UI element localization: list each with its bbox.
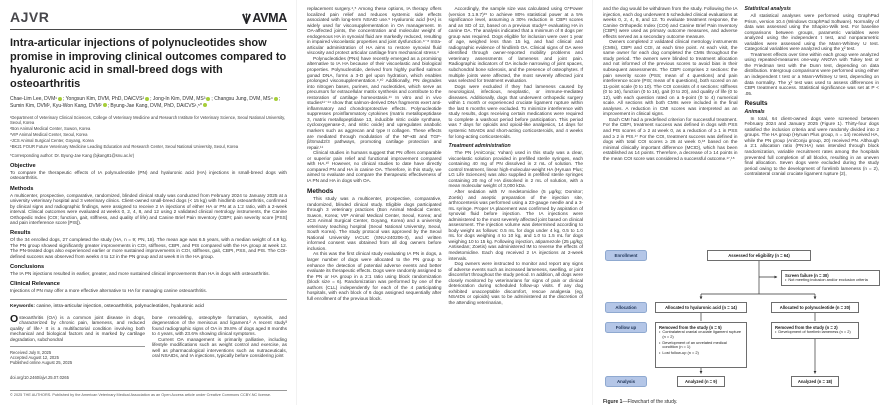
- abstract-relevance-text: Injections of PN may offer a more effective alternative to HA for managing canine osteoarthritis.: [10, 288, 208, 294]
- page3-column-2: [745, 6, 880, 240]
- page2-columns: [307, 6, 583, 305]
- author: ; Yongsun Kim, DVM, PhD, DAiCVS²: [62, 96, 145, 102]
- eligibility-box: Assessed for eligibility (n = 64): [707, 250, 811, 261]
- allocated-pn-box: Allocated to polynucleotide (n = 20): [771, 302, 859, 313]
- keywords-line: [10, 304, 287, 310]
- drop-cap: O: [10, 312, 19, 325]
- avma-logo: [242, 11, 287, 25]
- affiliation: ⁴JCS Animal Surgical Center, Goyang, Korea: [10, 137, 94, 143]
- methods-section-heading: Methods: [307, 187, 334, 195]
- results-section-heading: Results: [744, 100, 768, 108]
- body-paragraph: Owners completed 2 validated clinical metrology instruments (CMIs), CBPI and COI, at each time point. At each visit, the same owner for each dog completed the CMIs throughout the study period. The owners were blinded to treatment allocation and not informed of the previous scores to avoid bias in their subsequent assessments. The CBPI comprises 2 sections: the pain severity score (PSS; mean of 4 questions) and pain interference score (PIS; mean of 6 questions), both scored on an 11-point scale (0 to 10). The COI consists of 4 sections: stiffness (0 to 16), function (0 to 16), gait (0 to 20), and quality of life (0 to 12), with each question rated on a 5-point (0 to 4) numerical scale. All sections with both CMIs were included in the final analyses. A reduction in CMI scores was interpreted as an improvement in clinical signs.: [603, 39, 738, 117]
- treatment-subheading: Treatment administration: [448, 143, 511, 150]
- page-2: [296, 0, 592, 405]
- affiliation: ⁵BK21 FOUR Future Veterinary Medicine Leading Education and Research Center, Seoul National University, Seoul, Korea: [10, 143, 239, 149]
- body-paragraph: Dogs were excluded if they had lameness caused by neurological, infectious, neoplastic, or immune-mediated diseases. Additionally, dogs that underwent orthopedic surgery within 1 month or experienced cruciate ligament rupture within the last 6 months were excluded. To minimize interference with study results, dogs receiving certain medications were required to complete a washout period before participation. This period was 7 days for opioids and opioid-like analgesics, 14 days for systemic NSAIDs and short-acting corticosteroids, and 4 weeks for long-acting corticosteroids.: [448, 83, 583, 139]
- abstract-conclusions-text: The IA PN injections resulted in earlier, greater, and more sustained clinical improvements than HA in dogs with osteoarthritis.: [10, 271, 270, 276]
- body-paragraph: The PN (AniConju; Yuhan) used in this study was a clear, viscoelastic solution provided in prefilled sterile syringes, each containing 40 mg of PN dissolved in 2 mL of solution. The control treatment, linear high-molecular-weight HA (Hyruan Plus; LG Life Sciences) was also supplied in prefilled sterile syringes containing 20 mg of HA dissolved in 2 mL of solution, with a mean molecular weight of 3,000 kDa.: [448, 150, 583, 189]
- removed-pn-box: [771, 322, 859, 339]
- author: ; Byung-Jae Kang, DVM, PhD, DAiCVS¹,⁵*: [107, 102, 202, 109]
- doi-link[interactable]: doi.org/10.2460/ajvr.25.07.0265: [10, 374, 69, 380]
- page1-column-1: [10, 312, 145, 384]
- published-date: Published online August 25, 2025: [10, 360, 73, 366]
- body-paragraph: Treatment effects over time within each group were analyzed using repeated-measures one-way ANOVA with Tukey test or the Friedman test with the Dunn test, depending on data distribution. Intergroup comparisons were performed using either an independent t test or a Mann-Whitney U test, depending on data normality. The χ² test was used to assess differences in CBPI treatment success. Statistical significance was set at P < .05.: [744, 51, 879, 96]
- body-paragraph: Osteoarthritis (OA) is a common joint disease in dogs, characterized by chronic pain, lameness, and reduced quality of life.¹ It is a multifactorial condition involving both mechanical and biological factors and is marked by cartilage degradation, subchondral: [10, 312, 145, 342]
- orcid-icon[interactable]: [145, 97, 149, 101]
- affiliation: ¹Department of Veterinary Clinical Sciences, College of Veterinary Medicine and Research Institute for Veterinary Science, Seoul National University, Seoul, Korea: [10, 114, 286, 125]
- body-paragraph: Accordingly, the sample size was calculated using G*Power (version 3.1.9.7)¹⁵ to achieve 80% statistical power at a 5% significance level, assuming a 30% reduction in CBPI scores and an SD of 12, based on a previous study¹⁶ evaluating HA in canine OA. The analysis indicated that a minimum of 8 dogs per group was required. Dogs eligible for inclusion were over 1 year of age, weighed less than 15 kg, and had clinical and radiographic evidence of hindlimb OA. Clinical signs of OA were identified through owner-reported mobility problems and veterinary assessments of lameness and joint pain. Radiographic indicators of OA include narrowing of joint spaces, subchondral bone sclerosis, and the presence of osteophytes. If multiple joints were affected, the most severely affected joint was selected for treatment evaluation.: [448, 6, 583, 84]
- figure-1-caption-label: Figure 1: [603, 399, 623, 405]
- abstract-results-heading: Results: [10, 230, 31, 237]
- page2-column-1: [307, 6, 442, 305]
- body-paragraph: Polynucleotides (PNs) have recently emerged as a promising alternative to IA HA because of their viscoelastic and biological properties. Polynucleotide, derived from highly purified salmon gonad DNA, forms a 3-D gel upon hydration, which enables prolonged viscosupplementation.⁹,¹⁰ Additionally, PN degrades into nitrogen bases, purines, and nucleotides, which serve as precursors for extracellular matrix synthesis and contribute to the restoration of cartilage homeostasis.¹¹ In vitro and in vivo studies¹¹⁻¹⁴ show that salmon-derived DNA fragments exert anti-inflammatory and chondroprotective effects. Polynucleotide suppresses proinflammatory cytokines (matrix metallopeptidase 3, matrix metallopeptidase 13, inducible nitric oxide synthase, cyclooxygenase-2, and nitric oxide) and upregulates anabolic markers such as aggrecan and type II collagen. These effects are mediated through modulation of the NF-κB and TGF-β/Smad2/3 pathways, promoting cartilage protection and repair.¹¹: [307, 55, 442, 150]
- statistics-subheading: Statistical analysis: [744, 6, 791, 12]
- accepted-date: Accepted August 12, 2025: [10, 355, 59, 361]
- analyzed-pn-box: Analyzed (n = 18): [791, 376, 839, 387]
- screen-failure-box: [781, 270, 880, 286]
- stage-follow-up: Follow up: [605, 322, 647, 333]
- body-paragraph: As this was the first clinical study evaluating IA PN in dogs, a larger number of dogs were allocated to the PN group to enhance the detection of potential adverse events and better evaluate its therapeutic effects. Dogs were randomly assigned to the PN or HA group in a 2:1 ratio using block randomization (block size = 6). Randomization was performed by one of the authors (CLL) independently for each of the 4 participating hospitals, with each block of 6 dogs assigned sequentially after full enrollment of the previous block.: [307, 251, 442, 301]
- abstract-objective-heading: Objective: [10, 162, 36, 169]
- removed-ha-bullet: • Development of an unrelated medical condition (n = 1): [659, 339, 727, 350]
- orcid-icon[interactable]: [206, 97, 210, 101]
- affiliation: ²Bon Animal Medical Center, Suwon, Korea: [10, 125, 91, 131]
- corresponding-author[interactable]: *Corresponding author: Dr. Byung-Jae Kang (bjkang81@snu.ac.kr): [10, 153, 135, 159]
- author-line: [10, 96, 287, 110]
- abstract-conclusions-heading: Conclusions: [10, 264, 45, 270]
- animals-subheading: Animals: [744, 108, 765, 115]
- page2-column-2: [449, 6, 584, 305]
- orcid-icon[interactable]: [203, 103, 207, 107]
- orcid-icon[interactable]: [103, 103, 107, 107]
- received-date: Received July 8, 2025: [10, 349, 52, 355]
- article-history: [10, 346, 145, 383]
- affiliation: ³VIP Animal Medical Center, Seoul, Korea: [10, 131, 88, 137]
- stage-allocation: Allocation: [605, 302, 647, 313]
- orcid-icon[interactable]: [274, 97, 278, 101]
- body-paragraph: This study was a multicenter, prospective, comparative, randomized, blinded clinical study. Eligible dogs participated through 3 veterinary practices (Bon Animal Medical Center, Suwon, Korea; VIP Animal Medical Center, Seoul, Korea; and JCS Animal Surgical Center, Goyang, Korea) and a university veterinary teaching hospital (Seoul National University, Seoul, South Korea). The study protocol was approved by the Seoul National University IACUC (SNU-240206-3), and written informed consent was obtained from all dog owners before inclusion.: [307, 196, 442, 251]
- author: ; Changsu Jung, DVM, MS⁴: [211, 96, 273, 102]
- keywords-label: Keywords:: [10, 303, 36, 309]
- removed-pn-title: Removed from the study (n = 2): [775, 324, 838, 330]
- body-paragraph: Each CMI had a predefined criterion for successful treatment. For the CBPI, treatment success was defined in dogs with PSS and PIS scores of ≥ 2 at week 0, as a reduction of ≥ 1 in PSS and ≥ 2 in PIS.¹⁷ For the COI, treatment success was defined in dogs with total COI scores ≥ 26 at week 0,¹⁸ based on the minimal clinically important difference (MCID), which has been established as 14 points. Therefore, a decrease of ≥ 14 points in the mean COI score was considered a successful outcome.¹⁷,¹⁸: [603, 116, 738, 161]
- allocated-ha-box: Allocated to hyaluronic acid (n = 14): [655, 302, 747, 313]
- page3-columns: [603, 6, 879, 240]
- journal-header: [10, 6, 287, 29]
- figure-1-caption-text: —Flowchart of the study.: [622, 399, 678, 405]
- article-title: Intra-articular injections of polynucleotides show promise in improving clinical outcomes compared to hyaluronic acid in small-breed dogs with osteoarthritis: [10, 37, 287, 90]
- ajvr-logo: AJVR: [10, 9, 50, 25]
- abstract: [10, 163, 287, 294]
- footer-rule: [10, 390, 287, 391]
- removed-ha-title: Removed from the study (n = 5): [659, 324, 722, 330]
- abstract-relevance-heading: Clinical Relevance: [10, 281, 60, 288]
- affiliations: [10, 115, 287, 149]
- removed-pn-bullet: • Development of forelimb lameness (n = 2): [775, 329, 851, 335]
- abstract-objective-text: To compare the therapeutic effects of IA polynucleotide (PN) and hyaluronic acid (HA) injections in small-breed dogs with osteoarthritis.: [10, 169, 287, 181]
- body-paragraph: In total, 64 client-owned dogs were screened between February 2024 and January 2025 (Figure 1). Thirty-four dogs satisfied the inclusion criteria and were randomly divided into 2 groups. The HA group (Hyruan Plus group, n = 14) received HA, while the PN group (AniConju group, 20) received PN. Although a 2:1 allocation ratio (PN:HA) was intended through block randomization, variable recruitment rates among the hospitals prevented full completion of all blocks, resulting in an uneven final allocation. Seven dogs were excluded during the study period owing to the development of forelimb lameness (n = 2), contralateral cranial cruciate ligament rupture (2),: [744, 115, 879, 177]
- body-paragraph: bone remodeling, osteophyte formation, synovitis, and degeneration of the meniscus and ligament.² A recent study³ found radiographic signs of OA in 39.8% of dogs aged 8 months to 4 years, with 23.6% showing clinical symptoms.: [152, 314, 287, 337]
- figure-1-caption: [603, 399, 879, 405]
- abstract-methods-heading: Methods: [10, 185, 34, 192]
- screen-failure-title: Screen failure (n = 30): [785, 272, 829, 278]
- abstract-results-text: Of the 34 enrolled dogs, 27 completed the study (HA, n = 9; PN, 18). The mean age was 6.5 years, with a median weight of 4.8 kg. The PN group showed significantly greater improvements in COI, stiffness, CBPI, and PIS compared with the HA group at week 12. The PN-treated dogs also experienced earlier or more sustained improvements in COI, stiffness, gait, CBPI, PSS, and PIS. The COI-defined success was observed from weeks 4 to 12 in the PN group and at week 8 in the HA group.: [10, 237, 287, 259]
- abstract-methods-text: A multicenter, prospective, comparative, randomized, blinded clinical study was conducted from February 2024 to January 2025 at a university veterinary hospital and 3 veterinary clinics. Client-owned small-breed dogs (< 15 kg) with hindlimb osteoarthritis, confirmed by clinical signs and radiographic findings, were assigned to receive 2 IA injections of either HA or PN at a 1:2 ratio, with a 2-week interval. Clinical outcomes were evaluated at weeks 0, 2, 4, 8, and 12 using 2 validated clinical metrology instruments, the Canine Orthopedic Index (COI; function, gait, stiffness, and quality of life) and Canine Brief Pain Inventory (CBPI; pain severity score [PSS] and pain interference score [PIS]).: [10, 192, 287, 226]
- body-paragraph: Clinical studies in humans suggest that PN offers comparable or superior pain relief and functional improvement compared with HA.¹⁰ However, no clinical studies to date have directly compared PN and HA in canine OA. Therefore, in this study, we aimed to evaluate and compare the therapeutic effectiveness of IA PN and HA in dogs with OA.: [307, 150, 442, 183]
- header-rule: [10, 29, 287, 30]
- keywords-rule: [10, 299, 287, 300]
- body-paragraph: After sedation with IV medetomidine (5 μg/kg; Domitor; Zoetis) and aseptic preparation of the injection site, arthrocentesis was performed using a 23-gauge needle and a 3-mL syringe. Proper IA placement was confirmed by aspiration of synovial fluid before injection. The IA injections were administered to the most severely affected joint based on clinical assessment. The injection volume was determined according to body weight as follows: 0.5 mL for dogs under 4 kg, 0.5 to 1.0 mL for dogs weighing 4 to 10 kg, and 1.0 to 1.5 mL for dogs weighing 10 to 15 kg. Following injection, atipamezole (25 μg/kg; Antisedan; Zoetis) was administered IM to reverse the effects of medetomidine. Each dog received 2 IA injections at 2-week intervals.: [448, 188, 583, 261]
- page3-column-1: [603, 6, 738, 240]
- body-paragraph: Dog owners were instructed to monitor and report any signs of adverse events such as increased lameness, swelling, or joint discomfort throughout the study period. In addition, all dogs were closely monitored by veterinarians for signs of pain or clinical deterioration during scheduled follow-up visits. If any dog exhibited unacceptable discomfort, rescue analgesia (eg, NSAIDs or opioids) was to be administered at the discretion of the attending veterinarian,: [448, 261, 583, 305]
- orcid-icon[interactable]: [58, 97, 62, 101]
- page1-footer: [10, 390, 287, 397]
- author: ; Sumin Kim, DVM², Kyu-Won Kang, DVM²: [10, 96, 281, 109]
- flowchart-connectors: [603, 246, 881, 396]
- page-1: [0, 0, 296, 405]
- history-rule: [10, 346, 145, 347]
- caduceus-icon: [242, 13, 251, 24]
- removed-ha-box: [655, 322, 747, 368]
- stage-enrollment: Enrollment: [605, 250, 647, 261]
- body-paragraph: Current OA management is primarily palliative, including lifestyle modifications such as weight control and exercise, as well as pharmacological interventions such as nutraceuticals, oral NSAIDs, and IA injections, typically before considering joint: [152, 336, 287, 359]
- figure-1-flowchart: [603, 246, 881, 396]
- avma-logo-text: AVMA: [252, 11, 287, 25]
- copyright-line: © 2025 THE AUTHORS. Published by the American Veterinary Medical Association as an Open Access article under Creative Commons CCBY-NC license.: [10, 392, 272, 397]
- analyzed-ha-box: Analyzed (n = 9): [677, 376, 725, 387]
- screen-failure-bullet: • Not meeting inclusion and/or exclusion criteria: [785, 277, 868, 283]
- page1-column-2: [152, 315, 287, 384]
- removed-ha-bullet: • Lost follow-up (n = 2): [659, 349, 699, 355]
- author: Chae-Lim Lee, DVM¹: [10, 96, 57, 102]
- body-paragraph: All statistical analyses were performed using GraphPad Prism, version 10.4 (Windows GraphPad Software). Normality of data was assessed using the Shapiro-Wilk test. For baseline comparisons between groups, parametric variables were analyzed using the independent t test, and nonparametric variables were assessed using the Mann-Whitney U test. Categorical variables were analyzed using the χ² test.: [744, 13, 879, 52]
- keywords-text: canine, intra-articular injection, osteoarthritis, polynucleotides, hyaluronic acid: [36, 303, 204, 309]
- stage-analysis: Analysis: [605, 376, 647, 387]
- page-3: [592, 0, 888, 405]
- removed-ha-bullet: • Contralateral cranial cruciate ligament rupture (n = 2): [659, 329, 742, 339]
- author: ; Jong-In Kim, DVM, MS³: [150, 96, 206, 102]
- page1-body-columns: [10, 312, 287, 384]
- body-paragraph: and the dog would be withdrawn from the study. Following the IA injection, each dog underwent 5 scheduled clinical evaluations at weeks 0, 2, 4, 8, and 12. To evaluate treatment response, the Canine Orthopedic Index (COI) and Canine Brief Pain Inventory (CBPI) were used as primary outcome measures, and adverse effects served as a secondary outcome measure.: [603, 6, 738, 39]
- body-paragraph: replacement surgery.⁴,⁵ Among these options, IA therapy offers localized pain relief and reduces systemic side effects associated with long-term NSAID use.⁵ Hyaluronic acid (HA) is widely used for viscosupplementation in OA management. In OA-affected joints, the concentration and molecular weight of endogenous HA in synovial fluid are markedly reduced, resulting in impaired viscoelastic properties and joint dysfunction.⁶⁻⁸ Intra-articular administration of HA aims to restore synovial fluid viscosity and protect articular cartilage from mechanical stress.⁶: [307, 6, 442, 56]
